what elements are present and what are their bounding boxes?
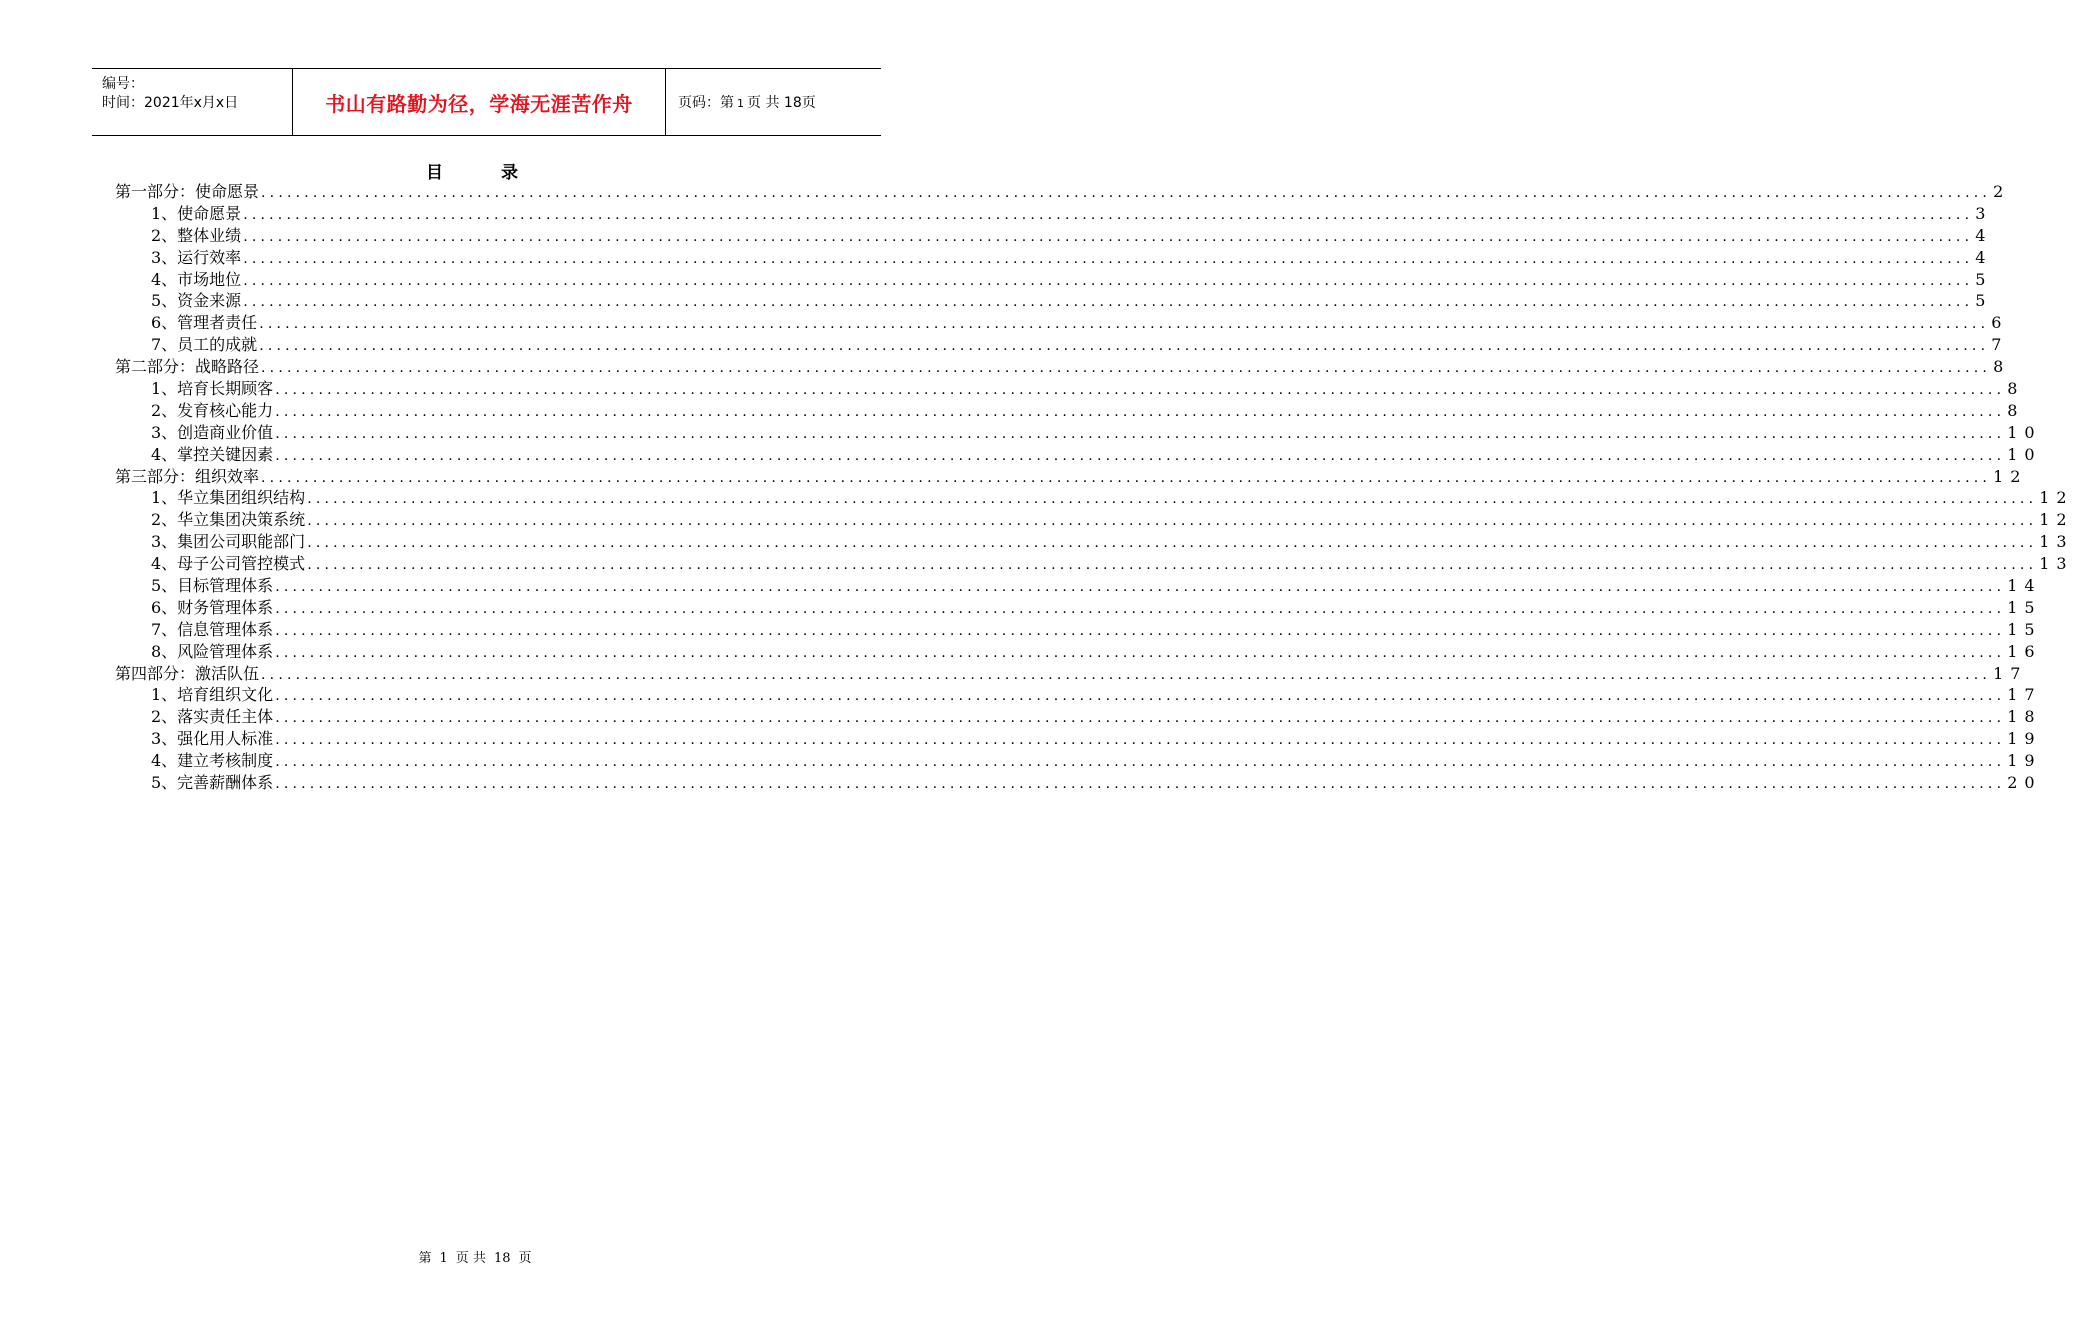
toc-item-row[interactable] (115, 203, 1993, 225)
serial-number-label: 编号： (102, 76, 144, 92)
toc-dot-leader: ........................................................................................................................................................................................................ (275, 754, 2006, 771)
toc-entry-label: 5、目标管理体系 (151, 576, 274, 596)
toc-entry-page: 10 (2007, 422, 2042, 442)
toc-dot-leader: ........................................................................................................................................................................................................ (259, 338, 1990, 355)
toc-item-row[interactable] (115, 422, 2042, 444)
toc-entry-page: 4 (1975, 247, 1993, 267)
toc-item-row[interactable] (115, 553, 2074, 575)
toc-entry-label: 4、母子公司管控模式 (151, 554, 306, 574)
toc-dot-leader: ........................................................................................................................................................................................................ (275, 710, 2006, 727)
toc-item-row[interactable] (115, 509, 2074, 531)
toc-entry-page: 17 (1993, 663, 2028, 683)
toc-item-row[interactable] (115, 684, 2042, 706)
header-page-suffix: 页 (801, 95, 816, 111)
toc-entry-page: 18 (2007, 707, 2042, 727)
toc-entry-label: 1、培育组织文化 (151, 685, 274, 705)
toc-entry-page: 8 (1993, 357, 2011, 377)
toc-dot-leader: ........................................................................................................................................................................................................ (275, 644, 2006, 661)
toc-dot-leader: ........................................................................................................................................................................................................ (307, 557, 2038, 574)
toc-entry-label: 第四部分：激活队伍 (115, 663, 260, 683)
page-footer (0, 1247, 950, 1266)
toc-dot-leader: ........................................................................................................................................................................................................ (261, 469, 1992, 486)
toc-dot-leader: ........................................................................................................................................................................................................ (243, 272, 1974, 289)
toc-item-row[interactable] (115, 400, 2025, 422)
toc-entry-page: 5 (1975, 291, 1993, 311)
toc-entry-label: 4、市场地位 (151, 269, 242, 289)
toc-entry-page: 14 (2007, 576, 2042, 596)
toc-entry-label: 2、整体业绩 (151, 225, 242, 245)
toc-entry-label: 6、财务管理体系 (151, 597, 274, 617)
toc-dot-leader: ........................................................................................................................................................................................................ (275, 622, 2006, 639)
toc-entry-label: 2、落实责任主体 (151, 707, 274, 727)
toc-entry-page: 19 (2007, 729, 2042, 749)
toc-dot-leader: ........................................................................................................................................................................................................ (261, 185, 1992, 201)
toc-item-row[interactable] (115, 597, 2042, 619)
toc-entry-label: 第一部分：使命愿景 (115, 182, 260, 201)
toc-item-row[interactable] (115, 641, 2042, 663)
toc-dot-leader: ........................................................................................................................................................................................................ (243, 250, 1974, 267)
footer-current: 1 (439, 1251, 448, 1266)
toc-entry-label: 5、资金来源 (151, 291, 242, 311)
toc-entry-label: 4、掌控关键因素 (151, 444, 274, 464)
toc-dot-leader: ........................................................................................................................................................................................................ (275, 688, 2006, 705)
toc-entry-page: 5 (1975, 269, 1993, 289)
toc-item-row[interactable] (115, 312, 2009, 334)
toc-item-row[interactable] (115, 619, 2042, 641)
toc-entry-page: 12 (1993, 466, 2028, 486)
toc-entry-label: 2、华立集团决策系统 (151, 510, 306, 530)
toc-item-row[interactable] (115, 444, 2042, 466)
toc-entry-page: 12 (2039, 488, 2074, 508)
footer-suffix: 页 (518, 1251, 532, 1266)
toc-entry-page: 17 (2007, 685, 2042, 705)
header-motto-cell (293, 69, 666, 135)
header-page-mid: 页 共 (747, 95, 780, 111)
toc-entry-label: 3、创造商业价值 (151, 422, 274, 442)
toc-item-row[interactable] (115, 728, 2042, 750)
toc-dot-leader: ........................................................................................................................................................................................................ (275, 732, 2006, 749)
toc-entry-page: 20 (2007, 773, 2042, 793)
toc-entry-page: 13 (2039, 532, 2074, 552)
toc-entry-label: 1、培育长期顾客 (151, 379, 274, 399)
footer-mid: 页 共 (455, 1251, 486, 1266)
time-label: 时间：2021年x月x日 (102, 95, 239, 111)
toc-dot-leader: ........................................................................................................................................................................................................ (307, 513, 2038, 530)
toc-item-row[interactable] (115, 378, 2025, 400)
toc-item-row[interactable] (115, 225, 1993, 247)
toc-entry-label: 7、员工的成就 (151, 335, 258, 355)
toc-item-row[interactable] (115, 269, 1993, 291)
footer-prefix: 第 (418, 1251, 432, 1266)
toc-entry-label: 6、管理者责任 (151, 313, 258, 333)
toc-entry-page: 19 (2007, 751, 2042, 771)
toc-dot-leader: ........................................................................................................................................................................................................ (275, 579, 2006, 596)
toc-entry-page: 15 (2007, 619, 2042, 639)
toc-entry-page: 12 (2039, 510, 2074, 530)
toc-entry-label: 3、集团公司职能部门 (151, 532, 306, 552)
toc-dot-leader: ........................................................................................................................................................................................................ (259, 316, 1990, 333)
toc-dot-leader: ........................................................................................................................................................................................................ (275, 425, 2006, 442)
toc-entry-page: 6 (1991, 313, 2009, 333)
toc-entry-page: 7 (1991, 335, 2009, 355)
toc-entry-label: 4、建立考核制度 (151, 751, 274, 771)
toc-entry-label: 2、发育核心能力 (151, 400, 274, 420)
toc-title: 目 录 (426, 163, 544, 183)
toc-dot-leader: ........................................................................................................................................................................................................ (307, 491, 2038, 508)
toc-entry-label: 1、华立集团组织结构 (151, 488, 306, 508)
toc-section-row[interactable] (115, 663, 2028, 685)
motto-text: 书山有路勤为径，学海无涯苦作舟 (325, 91, 633, 116)
toc-entry-label: 第三部分：组织效率 (115, 466, 260, 486)
toc-item-row[interactable] (115, 706, 2042, 728)
toc-dot-leader: ........................................................................................................................................................................................................ (275, 447, 2006, 464)
table-of-contents (115, 181, 2074, 794)
toc-entry-label: 3、强化用人标准 (151, 729, 274, 749)
toc-entry-label: 1、使命愿景 (151, 203, 242, 223)
toc-dot-leader: ........................................................................................................................................................................................................ (275, 382, 2006, 399)
toc-entry-label: 8、风险管理体系 (151, 641, 274, 661)
footer-total: 18 (493, 1251, 511, 1266)
toc-entry-label: 7、信息管理体系 (151, 619, 274, 639)
toc-entry-page: 2 (1993, 182, 2011, 201)
toc-entry-page: 15 (2007, 597, 2042, 617)
toc-item-row[interactable] (115, 575, 2042, 597)
toc-dot-leader: ........................................................................................................................................................................................................ (261, 666, 1992, 683)
toc-dot-leader: ........................................................................................................................................................................................................ (243, 228, 1974, 245)
header-page-prefix: 页码：第 (678, 95, 734, 111)
toc-entry-page: 3 (1975, 203, 1993, 223)
toc-entry-page: 4 (1975, 225, 1993, 245)
header-page-total: 18 (783, 95, 802, 111)
header-table (92, 68, 881, 136)
toc-dot-leader: ........................................................................................................................................................................................................ (243, 206, 1974, 223)
toc-entry-label: 3、运行效率 (151, 247, 242, 267)
toc-item-row[interactable] (115, 750, 2042, 772)
header-page-cell (666, 69, 881, 135)
toc-section-row[interactable] (115, 466, 2028, 488)
toc-entry-label: 5、完善薪酬体系 (151, 773, 274, 793)
toc-section-row[interactable] (115, 356, 2011, 378)
toc-dot-leader: ........................................................................................................................................................................................................ (307, 535, 2038, 552)
toc-item-row[interactable] (115, 531, 2074, 553)
toc-item-row[interactable] (115, 290, 1993, 312)
toc-entry-page: 16 (2007, 641, 2042, 661)
toc-item-row[interactable] (115, 334, 2009, 356)
header-page-current: 1 (737, 97, 744, 110)
toc-item-row[interactable] (115, 247, 1993, 269)
toc-dot-leader: ........................................................................................................................................................................................................ (275, 600, 2006, 617)
toc-entry-page: 8 (2007, 400, 2025, 420)
toc-dot-leader: ........................................................................................................................................................................................................ (243, 294, 1974, 311)
toc-entry-label: 第二部分：战略路径 (115, 357, 260, 377)
header-page-number (678, 92, 816, 112)
toc-section-row[interactable] (115, 181, 2011, 203)
toc-dot-leader: ........................................................................................................................................................................................................ (275, 403, 2006, 420)
header-meta-cell (92, 69, 293, 135)
toc-item-row[interactable] (115, 487, 2074, 509)
toc-item-row[interactable] (115, 772, 2042, 794)
toc-dot-leader: ........................................................................................................................................................................................................ (261, 360, 1992, 377)
toc-dot-leader: ........................................................................................................................................................................................................ (275, 776, 2006, 793)
toc-entry-page: 10 (2007, 444, 2042, 464)
toc-entry-page: 8 (2007, 379, 2025, 399)
toc-entry-page: 13 (2039, 554, 2074, 574)
